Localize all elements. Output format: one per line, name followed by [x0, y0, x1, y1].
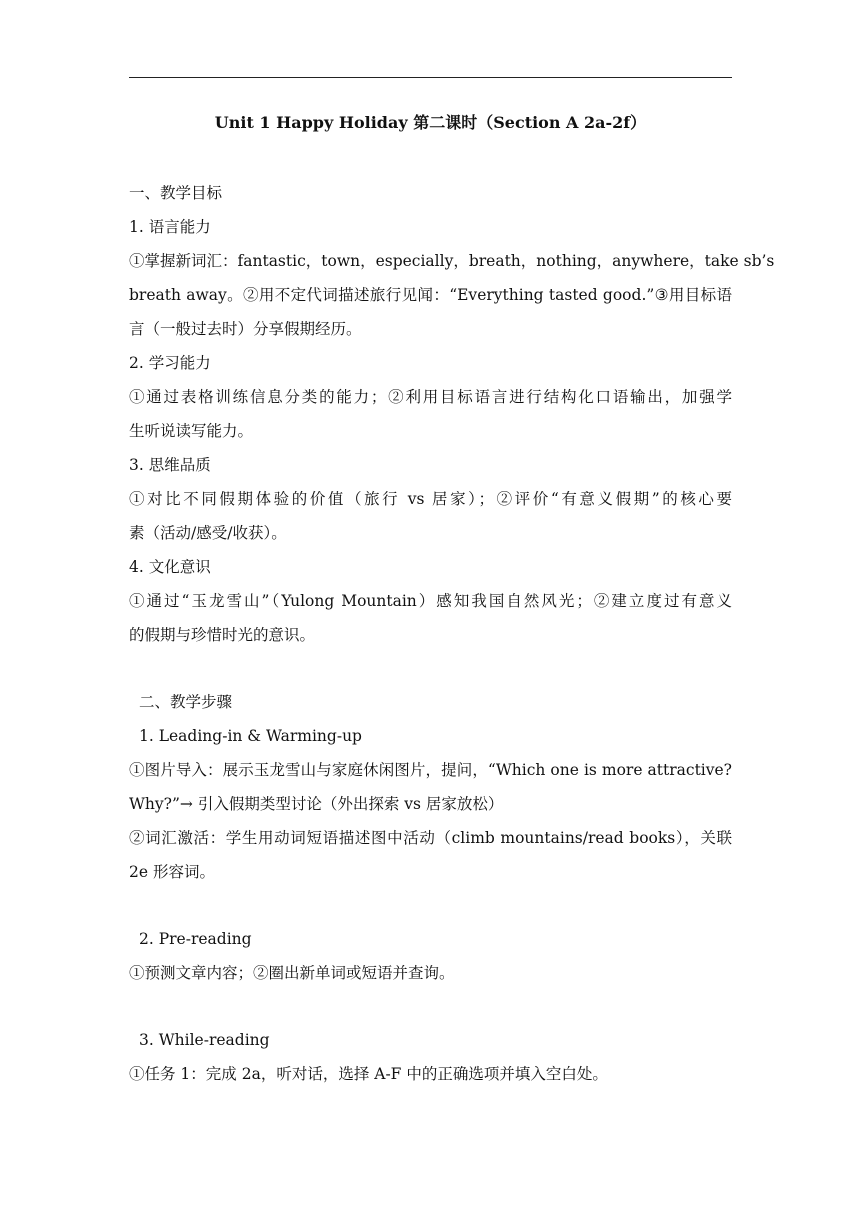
step-label-leading-in: 1. Leading-in & Warming-up — [139, 727, 362, 745]
paragraph-line: ①掌握新词汇：fantastic，town，especially，breath，nothing，anywhere，take sb’s — [129, 252, 775, 270]
paragraph-line: ①对比不同假期体验的价值（旅行 vs 居家）；②评价“有意义假期”的核心要 — [129, 490, 732, 508]
document-body — [129, 176, 775, 1091]
document-title: Unit 1 Happy Holiday 第二课时（Section A 2a-2f） — [214, 113, 647, 132]
step-label-pre-reading: 2. Pre-reading — [139, 930, 252, 948]
section-heading-steps: 二、教学步骤 — [139, 693, 233, 711]
objective-label-thinking: 3. 思维品质 — [129, 456, 211, 474]
header-rule — [129, 77, 732, 78]
paragraph-line: 的假期与珍惜时光的意识。 — [129, 626, 316, 644]
paragraph-line: ①通过“玉龙雪山”（Yulong Mountain）感知我国自然风光；②建立度过有意义 — [129, 592, 732, 610]
step-label-while-reading: 3. While-reading — [139, 1031, 270, 1049]
paragraph-line: 生听说读写能力。 — [129, 422, 254, 440]
paragraph-line: ②词汇激活：学生用动词短语描述图中活动（climb mountains/read books），关联 — [129, 829, 732, 847]
paragraph-line: breath away。②用不定代词描述旅行见闻：“Everything tasted good.”③用目标语 — [129, 286, 732, 304]
paragraph-line: ①任务 1：完成 2a，听对话，选择 A-F 中的正确选项并填入空白处。 — [129, 1065, 608, 1083]
paragraph-line: ①图片导入：展示玉龙雪山与家庭休闲图片，提问，“Which one is more attractive? — [129, 761, 732, 779]
objective-label-language: 1. 语言能力 — [129, 218, 211, 236]
paragraph-line: 言（一般过去时）分享假期经历。 — [129, 320, 362, 338]
objective-label-culture: 4. 文化意识 — [129, 558, 211, 576]
paragraph-line: ①通过表格训练信息分类的能力；②利用目标语言进行结构化口语输出，加强学 — [129, 388, 732, 406]
paragraph-line: 2e 形容词。 — [129, 863, 215, 881]
section-heading-objectives: 一、教学目标 — [129, 184, 223, 202]
paragraph-line: Why?”→ 引入假期类型讨论（外出探索 vs 居家放松） — [129, 795, 504, 813]
paragraph-line: ①预测文章内容；②圈出新单词或短语并查询。 — [129, 964, 455, 982]
objective-label-learning: 2. 学习能力 — [129, 354, 211, 372]
paragraph-line: 素（活动/感受/收获）。 — [129, 524, 287, 542]
